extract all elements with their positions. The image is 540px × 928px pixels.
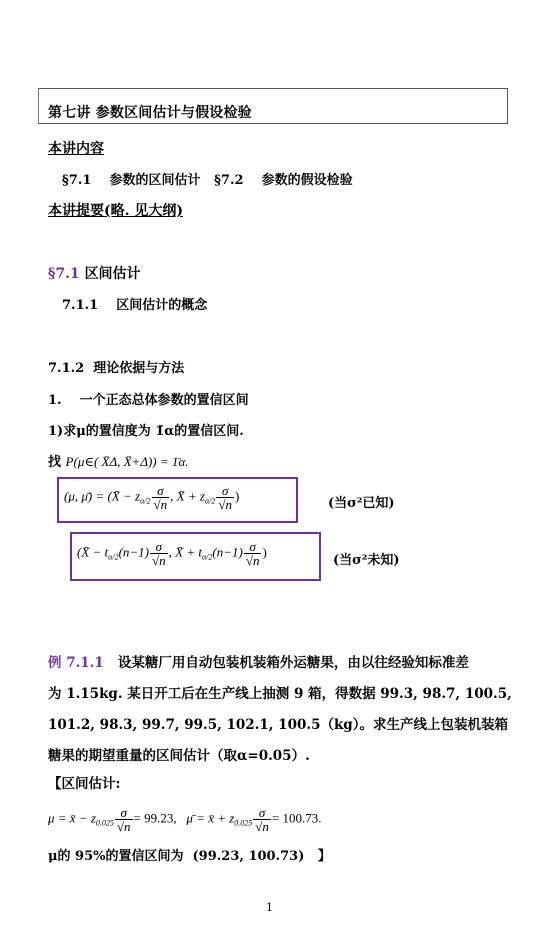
formula-2-frac-a (150, 540, 168, 567)
formula-2-frac-b (244, 540, 262, 567)
example-line-3: 101.2, 98.3, 99.7, 99.5, 102.1, 100.5（kg）。求生产线上包装机装箱 (48, 717, 509, 733)
contents-heading: 本讲内容 (48, 141, 104, 157)
frac-den: √n (116, 819, 131, 834)
formula-2-sub-a: α/2 (108, 552, 119, 562)
calc-sub-b: 0.025 (234, 818, 253, 828)
summary-text: 本讲提要(略. 见大纲) (48, 203, 183, 219)
formula-2: (X̄ − $t_{\alpha/2}(n-1)$ $\frac{\sigma}{√n}$ , X̄ + $t_{\alpha/2}(n-1)$ $\frac{\sigma}{√n}$ ) (77, 539, 267, 568)
calc-frac-a (115, 806, 133, 833)
formula-2-mid: , X̄ + t (168, 544, 202, 560)
frac-num: σ (150, 540, 168, 554)
formula-1-frac-a (152, 484, 170, 511)
page-title: 第七讲 参数区间估计与假设检验 (48, 105, 252, 121)
frac-den: √n (152, 553, 166, 568)
formula-1-sub-b: α/2 (204, 496, 216, 506)
formula-1: (μ, μ̄) = (X̄ − $z_{\alpha/2}$ $\frac{\sigma}{√n}$ , X̄ + $z_{\alpha/2}$ $\frac{\sigma}{√n}$ ) (64, 483, 240, 512)
frac-den: √n (218, 497, 232, 512)
frac-den: √n (245, 553, 260, 568)
example-bracket: 【区间估计: (48, 776, 121, 792)
formula-2-sub-b: α/2 (201, 552, 213, 562)
find-line (48, 451, 188, 470)
subsection-711: 7.1.1 区间估计的概念 (62, 298, 208, 313)
contents-line: §7.1 参数的区间估计 §7.2 参数的假设检验 (62, 173, 353, 188)
example-label: 例 7.1.1 (48, 655, 104, 671)
formula-1-left: (μ, μ̄) = (X̄ − z (64, 488, 141, 504)
formula-2-df-b: (n−1) (212, 544, 243, 560)
calc-upper: μ̄ = x̄ + z (186, 810, 235, 826)
find-formula: P(μ∈( X̄Δ, X̄+Δ)) = 1̄α. (65, 454, 189, 469)
example-line-1-text: 设某糖厂用自动包装机装箱外运糖果，由以往经验知标准差 (103, 655, 469, 671)
calc-lower-value: = 99.23, (133, 810, 177, 826)
frac-num: σ (152, 484, 170, 498)
page-number: 1 (266, 901, 273, 914)
formula-1-sub-a: α/2 (140, 496, 151, 506)
frac-num: σ (216, 484, 234, 498)
frac-num: σ (244, 540, 262, 554)
frac-num: σ (253, 806, 271, 820)
subsection-712: 7.1.2 理论依据与方法 (48, 361, 185, 376)
item-1-sub: 1)求μ的置信度为 1̄α的置信区间. (48, 424, 244, 439)
example-block (48, 652, 512, 795)
section-71-title: 区间估计 (84, 266, 141, 282)
calc-upper-value: = 100.73. (271, 810, 322, 826)
section-71-number: §7.1 (48, 266, 80, 282)
frac-den: √n (255, 819, 269, 834)
summary-line (48, 200, 183, 220)
example-result: μ的 95%的置信区间为 (99.23, 100.73) 】 (48, 849, 331, 864)
formula-1-note: (当σ²已知) (328, 496, 395, 511)
frac-num: σ (115, 806, 133, 820)
find-prefix: 找 (48, 455, 62, 470)
formula-1-frac-b (216, 484, 234, 511)
section-71-heading (48, 263, 141, 283)
calc-frac-b (253, 806, 271, 833)
formula-2-df-a: (n−1) (118, 544, 150, 560)
example-line-4: 糖果的期望重量的区间估计（取α=0.05）. (48, 748, 310, 764)
item-1: 1. 一个正态总体参数的置信区间 (48, 393, 249, 408)
calc-sub-a: 0.025 (95, 818, 114, 828)
formula-2-note: (当σ²未知) (333, 553, 400, 568)
example-line-2: 为 1.15kg. 某日开工后在生产线上抽测 9 箱，得数据 99.3, 98.7, 100.5, (48, 686, 512, 702)
formula-2-left: (X̄ − t (77, 544, 109, 560)
formula-1-mid: , X̄ + z (170, 488, 205, 504)
frac-den: √n (153, 497, 168, 512)
calc-lower: μ = x̄ − z (48, 810, 96, 826)
example-calculation (48, 806, 322, 833)
example-line-1 (48, 652, 508, 674)
